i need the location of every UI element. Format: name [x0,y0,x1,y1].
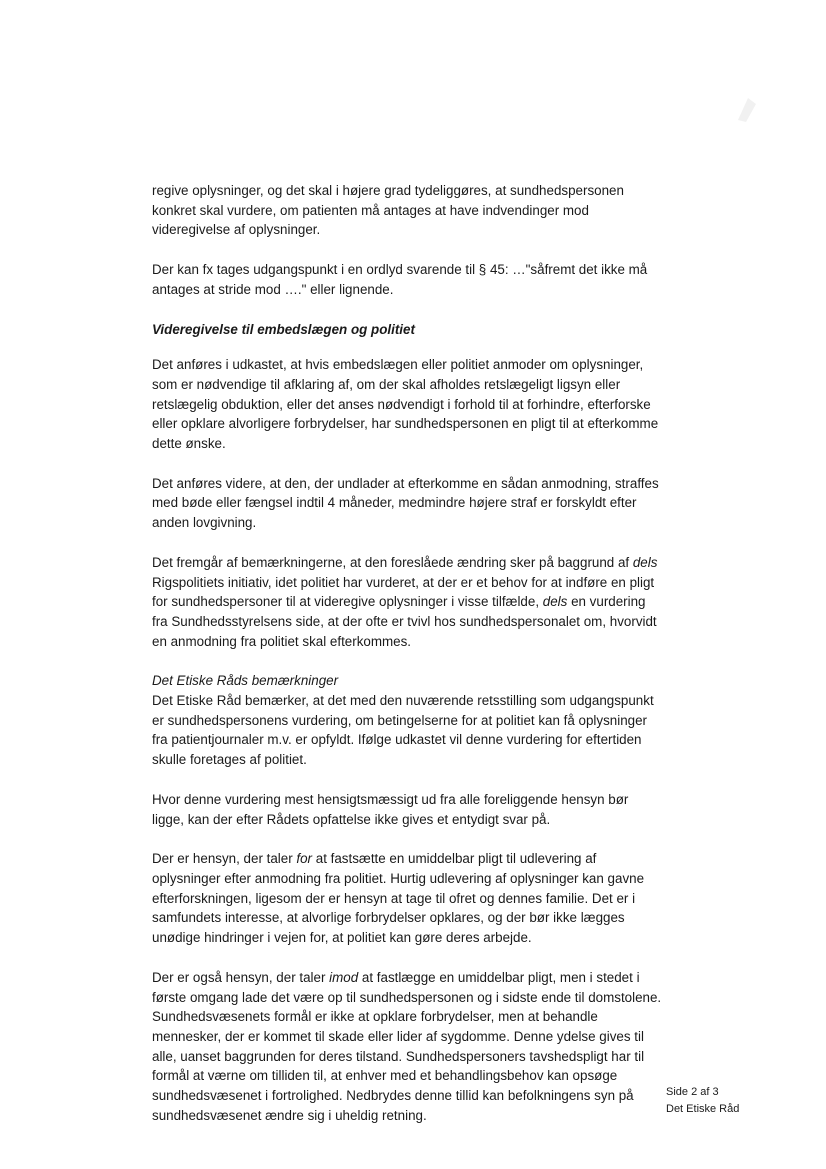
etiske-raad-text: Det Etiske Råd bemærker, at det med den nuværende retsstilling som udgangspunkt er sundhedspersonens vurdering, om betingelserne for at politiet kan få oplysninger fra patientjournaler m.v. er opfyldt. Ifølge udkastet vil denne vurdering for eftertiden skulle foretages af politiet. [152,693,654,768]
paragraph-hensyn: Hvor denne vurdering mest hensigtsmæssigt ud fra alle foreliggende hensyn bør ligge, kan der efter Rådets opfattelse ikke gives et entydigt svar på. [152,791,629,827]
baggrund-emphasis-1: dels [632,554,658,570]
imod-text-1: Der er også hensyn, der taler [152,969,330,985]
page-number: Side 2 af 3 [666,1086,719,1098]
baggrund-text-3: en vurdering fra Sundhedsstyrelsens side, at der ofte er tvivl hos sundhedspersonalet om, hvorvidt en anmodning fra politiet skal efterkommes. [152,594,657,649]
for-emphasis: for [296,851,313,867]
staple-mark-icon [734,94,760,124]
baggrund-text-2: Rigspolitiets initiativ, idet politiet har vurderet, at der er et behov for at indføre en pligt for sundhedspersoner til at videregive oplysninger i visse tilfælde, [152,574,655,610]
paragraph-etiske-raad [152,671,664,770]
paragraph-intro: regive oplysninger, og det skal i højere grad tydeliggøres, at sundhedspersonen konkret skal vurdere, om patienten må antages at have indvendinger mod videregivelse af oplysninger. [152,183,624,238]
paragraph-baggrund [152,553,664,652]
for-text-1: Der er hensyn, der taler [152,851,297,867]
baggrund-text-1: Det fremgår af bemærkningerne, at den foreslåede ændring sker på baggrund af [152,554,633,570]
section-heading: Videregivelse til embedslægen og politiet [152,321,415,337]
imod-text-2: at fastlægge en umiddelbar pligt, men i stedet i første omgang lade det være op til sundhedspersonen og i sidste ende til domstolene. Sundhedsvæsenets formål er ikke at opklare forbrydelser, men at behandle mennesker, der er kommet til skade eller lider af sygdomme. Denne ydelse gives til alle, uanset baggrunden for deres tilstand. Sundhedspersoners tavshedspligt har til formål at værne om tilliden til, at enhver med et behandlingsbehov kan opsøge sundhedsvæsenet i fortrolighed. Nedbrydes denne tillid kan befolkningens syn på sundhedsvæsenet ændre sig i uheldig retning. [152,969,662,1123]
page-footer [666,1084,739,1118]
paragraph-udkast: Det anføres i udkastet, at hvis embedslægen eller politiet anmoder om oplysninger, som er nødvendige til afklaring af, om der skal afholdes retslægeligt ligsyn eller retslægelig obduktion, eller det anses nødvendigt i forhold til at forhindre, efterforske eller opklare alvorligere forbrydelser, har sundhedspersonen en pligt til at efterkomme dette ønske. [152,357,659,452]
footer-organization: Det Etiske Råd [666,1103,740,1115]
document-body [152,181,664,1145]
baggrund-emphasis-2: dels [542,594,568,610]
paragraph-for [152,849,664,948]
for-text-2: at fastsætte en umiddelbar pligt til udlevering af oplysninger efter anmodning fra politiet. Hurtig udlevering af oplysninger kan gavne efterforskningen, ligesom der er hensyn at tage til ofret og dennes familie. Det er i samfundets interesse, at alvorlige forbrydelser opklares, og der bør ikke lægges unødige hindringer i vejen for, at politiet kan gøre deres arbejde. [152,851,645,946]
imod-emphasis: imod [329,969,359,985]
paragraph-imod [152,968,664,1126]
etiske-raad-subheading: Det Etiske Råds bemærkninger [152,673,339,689]
paragraph-straf: Det anføres videre, at den, der undlader at efterkomme en sådan anmodning, straffes med bøde eller fængsel indtil 4 måneder, medmindre højere straf er forskyldt efter anden lovgivning. [152,475,659,531]
paragraph-ordlyd: Der kan fx tages udgangspunkt i en ordlyd svarende til § 45: …"såfremt det ikke må antages at stride mod …." eller lignende. [152,262,648,297]
